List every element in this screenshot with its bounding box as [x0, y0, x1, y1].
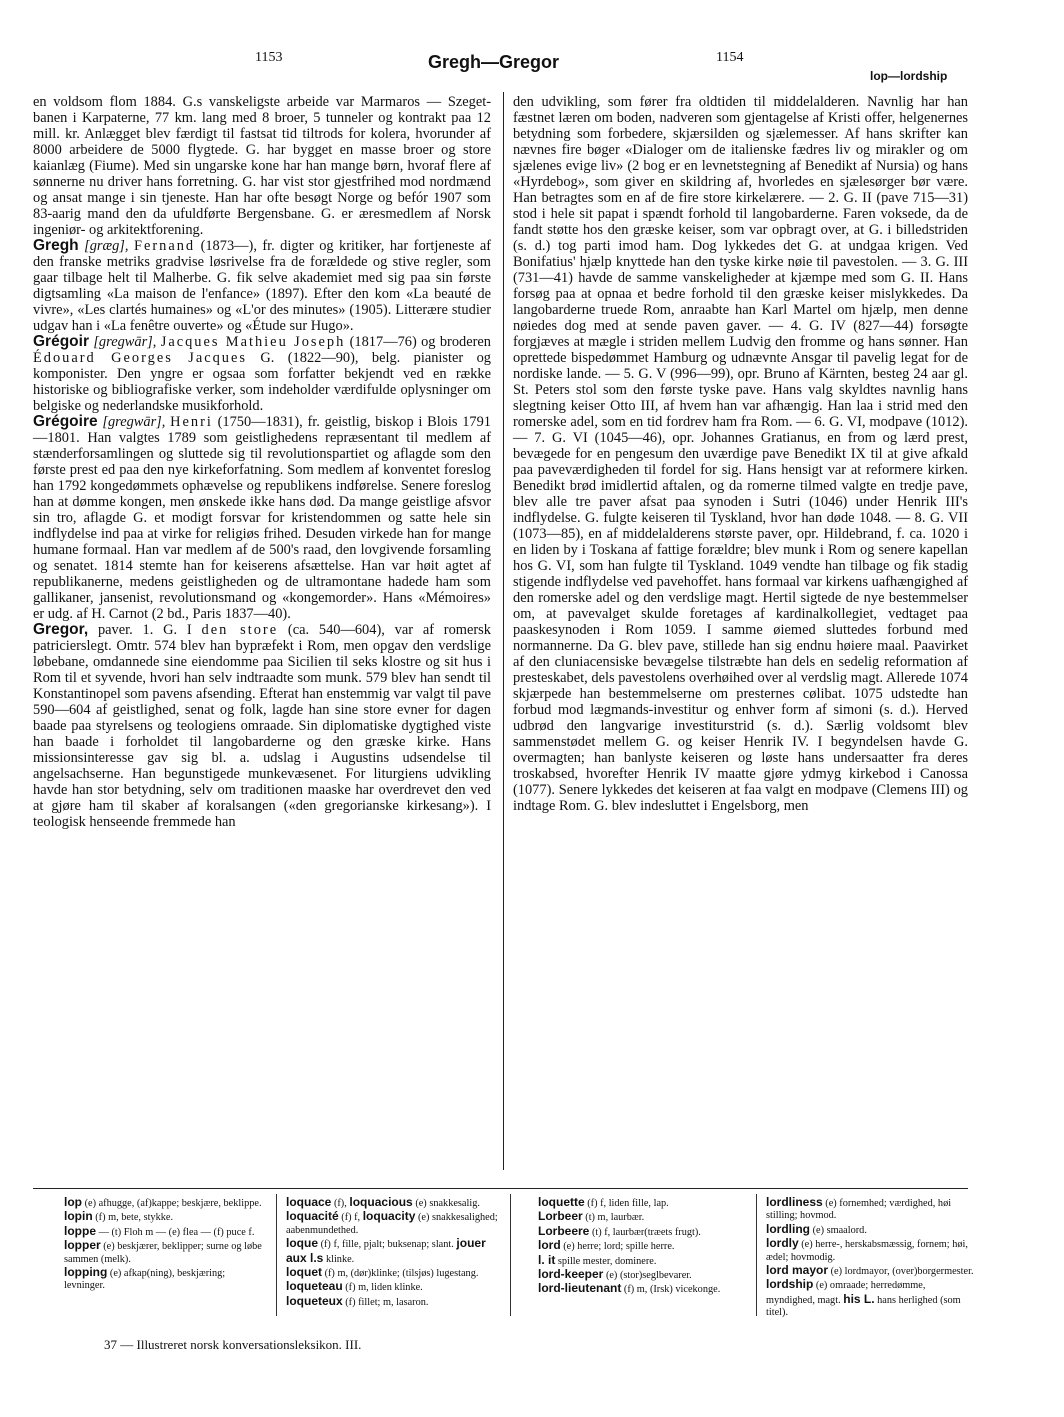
glossary-entry: [64, 1225, 264, 1239]
glossary-definition: (t) m, laurbær.: [585, 1212, 645, 1224]
article-gregor: [33, 622, 491, 830]
glossary-entry: [766, 1278, 976, 1319]
glossary-word: Lorbeere: [538, 1223, 590, 1238]
glossary-word: lord-lieutenant: [538, 1281, 622, 1296]
glossary-word: jouer aux l.s: [286, 1236, 486, 1265]
article-text: den udvikling, som fører fra oldtiden til middelalderen. Navnlig har han fæstnet læren om boden, nadveren som gjentagelse af Kristi offer, helgenernes betydning som forbedere, skjærsilden og sjælemesser. Af hans skrifter kan nævnes fire bøger «Dialoger om de italienske fædres liv og mirakler og om sjælenes evige liv» (2 bog er en levnetstegning af Benedikt af Nursia) og hans «Hyrdebog», som giver en skildring af, hvorledes en sjælesørger bør være. Han betragtes som en af de fire store kirkelærere. — 2. G. II (pave 715—31) stod i hele sit papat i spændt forhold til langobarderne. Faren voksede, da de fandt støtte hos den græske keiser, som var opbragt over, at G. i billedstriden (s. d.) tog parti imod ham. Dog lykkedes det G. at undgaa krigen. Ved Bonifatius' hjælp knyttede han den tyske kirke nøie til pavestolen. — 3. G. III (731—41) havde de samme vanskeligheder at kjæmpe med som G. II. Hans forsøg paa at opnaa et bedre forhold til den græske keiser mislykkedes. Da langobarderne truede Rom, anraabte han Karl Martel om hjælp, men denne nøiedes dog med at sende paven gaver. — 4. G. IV (827—44) forsøgte forgjæves at mægle i striden mellem Ludvig den fromme og hans sønner. Han oprettede bispedømmet Hamburg og udnævnte Ansgar til pavelig legat for de nordiske lande. — 5. G. V (996—99), opr. Bruno af Kärnten, besteg 24 aar gl. St. Peters stol som den første tyske pave. Hans valg skyldtes navnlig hans slegtning keiser Otto III, af hvem han var afhængig. Han laa i strid med den romerske adel, som en tid fordrev ham fra Rom. — 6. G. VI, modpave (1012). — 7. G. VI (1045—46), opr. Johannes Gratianus, en from og lærd prest, bevægede for en pengesum den uværdige pave Benedikt IX til at give afkald paa paveværdigheden til fordel for sig. Hans hensigt var at reformere kirken. Benedikt brød imidlertid aftalen, og da romerne tilmed valgte en tredje pave, blev alle tre paver afsat paa synoden i Sutri (1046) under Henrik III's indflydelse. G. fulgte keiseren til Tyskland, hvor han døde 1048. — 8. G. VII (1073—85), en af middelalderens største paver, opr. Hildebrand, f. ca. 1020 i en liden by i Toskana af fattige forældre; blev munk i Rom og senere kapellan hos G. VI, som han fulgte til Tyskland. 1049 vendte han tilbage og fik stadig stigende indflydelse ved pavehoffet. hans formaal var kirkens uafhængighed af den romerske adel og den verdslige magt. Hertil sigtede de nye bestemmelser om, at pavevalget skulde foretages af kardinalkollegiet, vedtaget paa paaskesynoden i Rom 1059. I samme øiemed sluttedes forbund med normannerne. Da G. blev pave, stillede han sig endnu høiere maal. Paavirket af den cluniacensiske bevægelse tilstræbte han dels en sedelig reformation af presteskabet, dels pavestolens overhøihed over al verdslig magt. Allerede 1074 skjærpede han bestemmelserne om presternes cølibat. 1075 udstedte han forbud mod lægmands-investitur og enhver form af simoni (s. d.). Herved udbrød den langvarige investiturstrid (s. d.). Særlig voldsomt blev sammenstødet mellem G. og keiser Henrik IV. I begyndelsen havde G. overmagten; han banlyste keiseren og løste hans undersaatter fra deres troskabsed, hvorefter Henrik IV maatte gjøre ydmyg kirkebod i Canossa (1077). Senere lykkedes det keiseren at faa valgt en modpave (Clemens III) og indtage Rom. G. blev indesluttet i Engelsborg, men: [513, 94, 968, 814]
headword: Grégoir: [33, 333, 89, 350]
left-column: [33, 94, 491, 830]
glossary-word: loqueteau: [286, 1279, 343, 1294]
glossary-entry: [64, 1266, 264, 1293]
glossary-word: loquacity: [362, 1209, 416, 1224]
glossary-definition: (t) f, laurbær(træets frugt).: [591, 1226, 701, 1238]
glossary-definition: (e) herre-, herskabsmæssig, fornem; høi, ædel; hovmodig.: [766, 1239, 968, 1263]
article-text: paver. 1. G. I: [97, 622, 192, 638]
article-text: (1873—), fr. digter og kritiker, har fortjeneste af den franske metriks gradvise løsrivelse fra de forældede og stive regler, som gaar tilbage helt til Malherbe. G. fik selve akademiet med sig paa sin første digtsamling «La maison de l'enfance» (1897). Efter den kom «La beauté de vivre», «Les clartés humaines» og «L'or des minutes» (1905). Litterære studier udgav han i «La fenêtre ouverte» og «Étude sur Hugo».: [33, 238, 492, 334]
article-text: (1750—1831), fr. geistlig, biskop i Blois 1791—1801. Han valgtes 1789 som geistlighedens repræsentant til medlem af stænderforsamlingen og sluttede sig til revolutionspartiet og aflagde som den første prest ed paa den nye kirkeforfatning. Som medlem af konventet foreslog han 1792 kongedømmets ophævelse og republikens indførelse. Senere foreslog han at dømme kongen, men ønskede ikke hans død. Da mange geistlige afsvor sin tro, aflagde G. et modigt forsvar for kristendommen og satte hele sin indflydelse ind paa at virke for religiøs frihed. Desuden virkede han for mange humane formaal. Han var medlem af de 500's raad, den lovgivende forsamling og senatet. 1814 stemte han for keiserens afsættelse. Han var høit agtet af republikanerne, medens geistligheden og de ultramontane hadede ham som gallikaner, jansenist, revolutionsmand og «kongemorder». Hans «Mémoires» er udg. af H. Carnot (2 bd., Paris 1837—40).: [33, 414, 491, 622]
glossary-definition: (e) snakkesalighed; aabenmundethed.: [286, 1212, 498, 1236]
glossary-separator: [33, 1188, 968, 1189]
glossary-definition: hans herlighed (som titel).: [766, 1294, 961, 1319]
glossary-definition: (e) omraade; herredømme, myndighed, magt.: [766, 1280, 926, 1306]
glossary-definition: (e) afhugge, (af)kappe; beskjære, beklippe.: [84, 1198, 262, 1209]
article-text: (1817—76) og broderen: [349, 334, 491, 350]
person-name: Fernand: [133, 238, 196, 254]
glossary-entry: [538, 1210, 746, 1224]
glossary-column-2: [286, 1196, 498, 1309]
glossary-definition: (e) afkap(ning), beskjæring; levninger.: [64, 1268, 226, 1292]
glossary-entry: [64, 1239, 264, 1266]
pronunciation: [gregwār],: [102, 414, 166, 430]
glossary-entry: [766, 1223, 976, 1237]
glossary-word: loppe: [64, 1223, 96, 1238]
pronunciation: [græg],: [84, 238, 129, 254]
article-gregoir: [33, 334, 491, 414]
glossary-divider: [276, 1194, 277, 1316]
glossary-definition: (f) m, liden klinke.: [345, 1282, 423, 1294]
pronunciation: [gregwār],: [93, 334, 157, 350]
glossary-word: his L.: [843, 1291, 875, 1306]
glossary-word: lord mayor: [766, 1263, 829, 1278]
glossary-column-4: [766, 1196, 976, 1320]
headword: Gregh: [33, 237, 79, 254]
column-divider: [503, 92, 504, 1170]
glossary-definition: (f) m, bete, stykke.: [95, 1212, 174, 1224]
glossary-entry: [538, 1282, 746, 1296]
glossary-word: l. it: [538, 1252, 556, 1267]
article-text: en voldsom flom 1884. G.s vanskeligste arbeide var Marmaros — Szeget-banen i Karpaterne, 77 km. lang med 8 broer, 5 tunneler og kontrakt paa 12 mill. kr. Anlægget blev færdigt til fastsat tid tiltrods for kolera, hvorunder af 8000 arbeidere de 5000 flygtede. G. har bygget en masse broer og store kaianlæg (Fiume). Med sin ungarske kone har han mange børn, hvoraf flere af sønnerne nu driver hans forretning. G. har vist stor gjestfrihed mod nordmænd og ansat mange i sin tjeneste. Han har ofte besøgt Norge og befór 1907 som 83-aarig mand den da ufuldførte Bergensbane. G. er æresmedlem af Norsk ingeniør- og arkitektforening.: [33, 94, 491, 238]
glossary-definition: (e) lordmayor, (over)borgermester.: [830, 1266, 974, 1278]
glossary-definition: (f) fillet; m, lasaron.: [345, 1296, 429, 1308]
glossary-word: lordliness: [766, 1195, 823, 1209]
person-name: Henri: [170, 414, 213, 430]
article-gregoire: [33, 414, 491, 622]
glossary-word: loquacious: [349, 1195, 413, 1209]
page-title: Gregh—Gregor: [428, 52, 560, 72]
person-name: Jacques Mathieu Joseph: [160, 334, 346, 350]
glossary-definition: (e) beskjærer, beklipper; surne og løbe sammen (melk).: [64, 1241, 262, 1265]
glossary-definition: (e) snakkesalig.: [415, 1198, 480, 1209]
glossary-entry: [286, 1280, 498, 1294]
glossary-entry: [286, 1237, 498, 1266]
glossary-word: loquet: [286, 1265, 322, 1280]
glossary-word: lordship: [766, 1277, 814, 1292]
glossary-word: lordly: [766, 1236, 799, 1251]
glossary-word: lopin: [64, 1209, 93, 1224]
glossary-definition: (e) fornemhed; værdighed, høi stilling; hovmod.: [766, 1198, 952, 1222]
glossary-word: loquacité: [286, 1209, 339, 1224]
glossary-entry: [286, 1196, 498, 1210]
glossary-entry: [64, 1210, 264, 1224]
glossary-divider: [756, 1194, 757, 1316]
glossary-column-3: [538, 1196, 746, 1297]
glossary-definition: klinke.: [325, 1253, 355, 1265]
page-footer: 37 — Illustreret norsk konversationsleksikon. III.: [104, 1337, 362, 1352]
glossary-entry: [766, 1264, 976, 1278]
glossary-word: lord: [538, 1238, 561, 1253]
headword: Gregor,: [33, 621, 89, 638]
glossary-word: lordling: [766, 1221, 810, 1236]
person-name: Édouard Georges Jacques: [33, 350, 247, 366]
glossary-definition: (f),: [333, 1198, 347, 1209]
glossary-definition: spille mester, dominere.: [557, 1255, 657, 1267]
glossary-entry: [766, 1237, 976, 1264]
glossary-word: lord-keeper: [538, 1267, 604, 1282]
article-text: G. (1822—90), belg. pianister og komponister. Den yngre er ogsaa som forfatter bekjendt ved en række historiske og bibliografiske verker, som indeholder værdifulde oplysninger om belgiske og nederlandske musikforhold.: [33, 350, 491, 414]
glossary-entry: [286, 1210, 498, 1237]
glossary-definition: (e) herre; lord; spille herre.: [563, 1241, 675, 1253]
left-page-number: 1153: [255, 50, 283, 65]
glossary-definition: (f) m, (Irsk) vicekonge.: [623, 1284, 721, 1296]
glossary-word: loquace: [286, 1195, 332, 1209]
person-name: den store: [201, 622, 279, 638]
glossary-divider: [510, 1194, 511, 1316]
glossary-word: Lorbeer: [538, 1209, 583, 1224]
glossary-range-label: lop—lordship: [870, 69, 948, 83]
glossary-entry: [538, 1196, 746, 1210]
glossary-entry: [538, 1225, 746, 1239]
glossary-column-1: [64, 1196, 264, 1293]
glossary-entry: [286, 1295, 498, 1309]
glossary-definition: (e) (stor)seglbevarer.: [605, 1270, 692, 1282]
glossary-definition: (f) f, fille, pjalt; buksenap; slant.: [320, 1239, 454, 1251]
glossary-definition: (f) f,: [341, 1212, 361, 1224]
headword: Grégoire: [33, 413, 98, 430]
right-column: [513, 94, 968, 814]
glossary-entry: [538, 1254, 746, 1268]
glossary-entry: [286, 1266, 498, 1280]
article-text: (ca. 540—604), var af romersk patricierslegt. Omtr. 574 blev han bypræfekt i Rom, men opgav den verdslige løbebane, omdannede sine eiendomme paa Sicilien til seks klostre og sit hus i Rom til et syvende, hvori han selv indtraadte som munk. 579 blev han sendt til Konstantinopel som pavens afsending. Efterat han enstemmig var valgt til pave 590—604 af geistlighed, senat og folk, lagde han sine store evner for dagen baade paa styrelsens og teologiens omraade. Sin diplomatiske dygtighed viste han baade i forholdet til langobarderne og den græske kirke. Hans missionsinteresse gav sig bl. a. udslag i Augustins udsendelse til angelsachserne. Han begunstigede munkevæsenet. For liturgiens udvikling havde han stor betydning, selv om traditionen maaske har overdrevet den ved at gjøre ham til skaber af koralsangen («den gregorianske kirkesang»). I teologisk henseende fremmede han: [33, 622, 491, 830]
glossary-entry: [64, 1196, 264, 1210]
glossary-word: lopping: [64, 1265, 108, 1280]
article-gregh: [33, 238, 491, 334]
glossary-definition: — (t) Floh m — (e) flea — (f) puce f.: [98, 1226, 255, 1238]
glossary-word: lopper: [64, 1238, 101, 1253]
glossary-word: loque: [286, 1236, 318, 1251]
glossary-definition: (f) f, liden fille, lap.: [587, 1198, 669, 1209]
glossary-definition: (f) m, (dør)klinke; (tilsjøs) lugestang.: [324, 1268, 479, 1280]
glossary-word: loquette: [538, 1195, 585, 1209]
glossary-definition: (e) smaalord.: [812, 1224, 867, 1236]
glossary-word: loqueteux: [286, 1293, 343, 1308]
glossary-entry: [538, 1239, 746, 1253]
glossary-entry: [766, 1196, 976, 1223]
glossary-word: lop: [64, 1195, 82, 1209]
right-page-number: 1154: [716, 50, 744, 65]
glossary-entry: [538, 1268, 746, 1282]
